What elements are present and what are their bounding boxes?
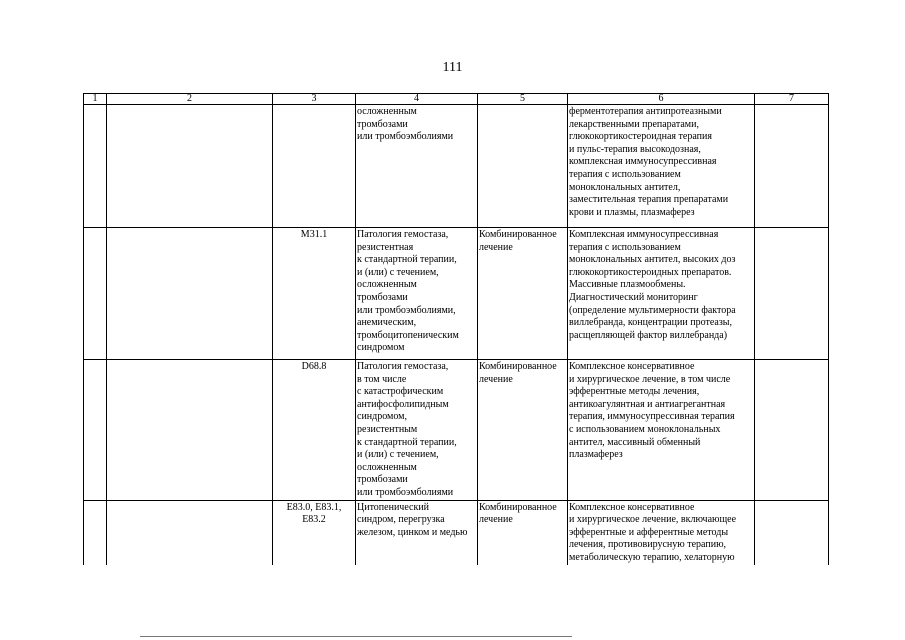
- cell-treatment-type: Комбинированное лечение: [478, 228, 568, 360]
- cell-col1: [84, 360, 107, 501]
- page-number: 111: [442, 60, 463, 75]
- column-header: 4: [356, 94, 478, 105]
- table-row: [84, 360, 829, 501]
- medical-table: [83, 93, 829, 565]
- cell-condition: Патология гемостаза, в том числе с катастрофическим антифосфолипидным синдромом, резистентным к стандартной терапии, и (или) с течением, осложненным тромбозами или тромбоэмболиями: [356, 360, 478, 501]
- cell-method: Комплексная иммуносупрессивная терапия с использованием моноклональных антител, высоких доз глюкокортикостероидных препаратов. Массивные плазмообмены. Диагностический мониторинг (определение мультимерности фактора виллебранда, концентрации протеазы, расщепляющей фактор виллебранда): [568, 228, 755, 360]
- cell-method: ферментотерапия антипротеазными лекарственными препаратами, глюкокортикостероидная терапия и пульс-терапия высокодозная, комплексная иммуносупрессивная терапия с использованием моноклональных антител, заместительная терапия препаратами крови и плазмы, плазмаферез: [568, 105, 755, 228]
- cell-condition: осложненным тромбозами или тромбоэмболиями: [356, 105, 478, 228]
- header-row: [84, 94, 829, 105]
- cell-code: D68.8: [273, 360, 356, 501]
- cell-col2: [107, 500, 273, 564]
- cell-condition: Цитопенический синдром, перегрузка железом, цинком и медью: [356, 500, 478, 564]
- cell-col2: [107, 105, 273, 228]
- cell-method: Комплексное консервативное и хирургическое лечение, в том числе эфферентные методы лечения, антикоагулянтная и антиагрегантная терапия, иммуносупрессивная терапия с использованием моноклональных антител, массивный обменный плазмаферез: [568, 360, 755, 501]
- column-header: 2: [107, 94, 273, 105]
- cell-treatment-type: Комбинированное лечение: [478, 500, 568, 564]
- cell-col1: [84, 105, 107, 228]
- column-header: 6: [568, 94, 755, 105]
- cell-col1: [84, 500, 107, 564]
- cell-col7: [755, 105, 829, 228]
- cell-col2: [107, 360, 273, 501]
- cell-code: M31.1: [273, 228, 356, 360]
- cell-code: [273, 105, 356, 228]
- table-row: [84, 228, 829, 360]
- table-row: [84, 500, 829, 564]
- column-header: 1: [84, 94, 107, 105]
- cell-col7: [755, 500, 829, 564]
- column-header: 5: [478, 94, 568, 105]
- page-bottom-rule: [140, 636, 572, 637]
- cell-treatment-type: [478, 105, 568, 228]
- cell-col1: [84, 228, 107, 360]
- table-row: [84, 105, 829, 228]
- cell-col7: [755, 360, 829, 501]
- cell-condition: Патология гемостаза, резистентная к стандартной терапии, и (или) с течением, осложненным тромбозами или тромбоэмболиями, анемическим, тромбоцитопеническим синдромом: [356, 228, 478, 360]
- cell-col7: [755, 228, 829, 360]
- cell-method: Комплексное консервативное и хирургическое лечение, включающее эфферентные и афферентные методы лечения, противовирусную терапию, метаболическую терапию, хелаторную: [568, 500, 755, 564]
- cell-treatment-type: Комбинированное лечение: [478, 360, 568, 501]
- cell-code: E83.0, E83.1, E83.2: [273, 500, 356, 564]
- cell-col2: [107, 228, 273, 360]
- column-header: 7: [755, 94, 829, 105]
- column-header: 3: [273, 94, 356, 105]
